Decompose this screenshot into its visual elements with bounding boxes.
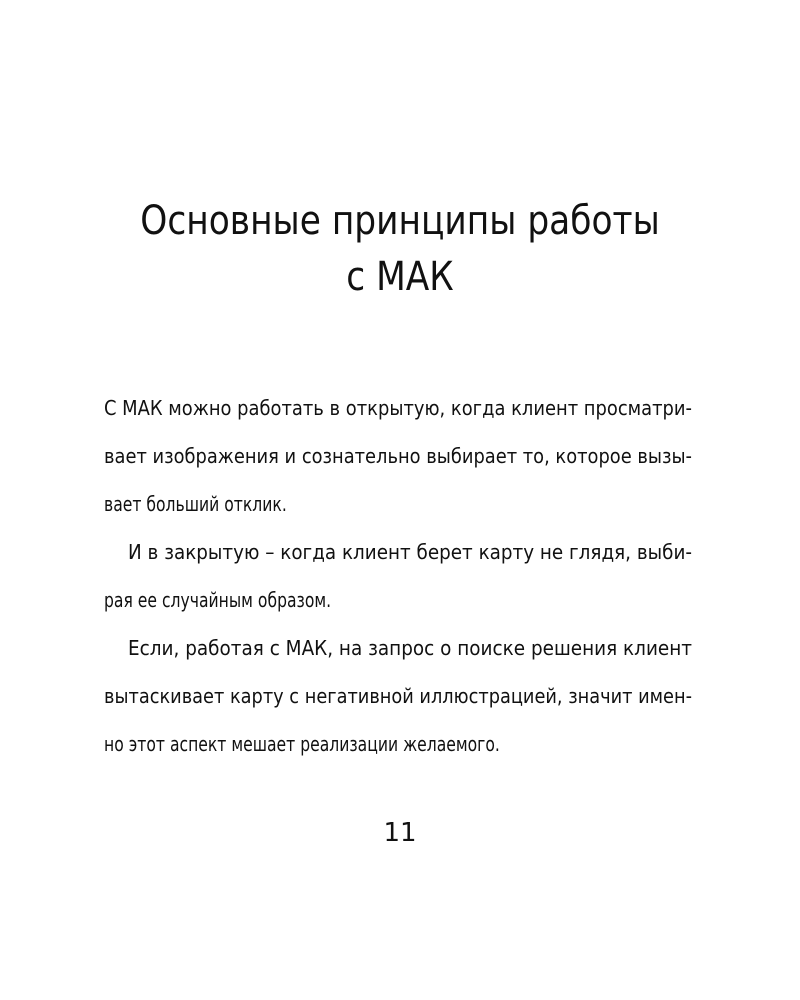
paragraph-1-line-3: вает больший отклик. (104, 492, 287, 516)
page-number: 11 (383, 818, 417, 848)
paragraph-1-line-2: вает изображения и сознательно выбирает то, которое вызы- (104, 444, 692, 468)
page-title (56, 193, 744, 305)
paragraph-3-line-1: Если, работая с МАК, на запрос о поиске решения клиент (128, 636, 692, 660)
paragraph-3-line-3: но этот аспект мешает реализации желаемого. (104, 732, 500, 756)
paragraph-1-line-1: С МАК можно работать в открытую, когда клиент просматри- (104, 396, 692, 420)
paragraph-2-line-1: И в закрытую – когда клиент берет карту не глядя, выби- (128, 540, 692, 564)
body-text (104, 384, 692, 768)
title-line-2: с МАК (346, 254, 454, 300)
title-line-1: Основные принципы работы (140, 198, 660, 244)
paragraph-2-line-2: рая ее случайным образом. (104, 588, 332, 612)
paragraph-3-line-2: вытаскивает карту с негативной иллюстрацией, значит имен- (104, 684, 692, 708)
